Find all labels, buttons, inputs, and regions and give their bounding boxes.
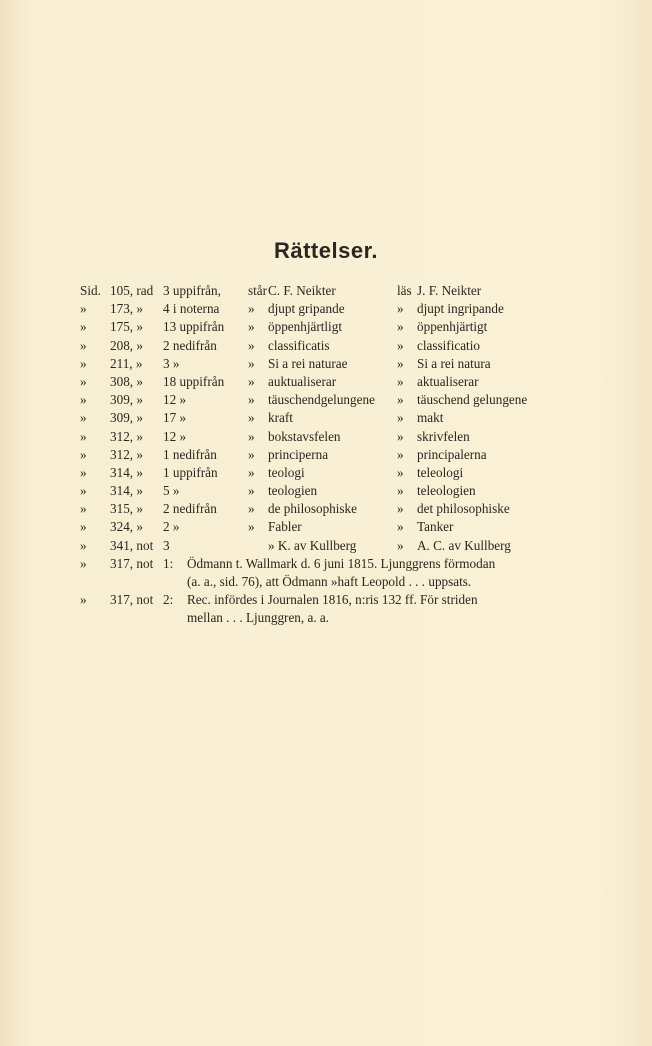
wrong-text: öppenhjärtligt <box>268 319 342 335</box>
note-line: Ödmann t. Wallmark d. 6 juni 1815. Ljunggrens förmodan <box>187 555 496 571</box>
correct-text: J. F. Neikter <box>417 283 482 298</box>
star-marker: » <box>248 483 255 499</box>
star-marker: » <box>248 373 255 389</box>
read-marker: » <box>397 355 404 371</box>
correct-text: teleologien <box>417 483 476 499</box>
line-ref: 3 <box>163 537 170 553</box>
page-ref: 211, » <box>110 355 143 371</box>
star-marker: » <box>248 446 255 462</box>
errata-row <box>0 300 652 318</box>
correct-text: makt <box>417 410 444 426</box>
line-ref: 13 uppifrån <box>163 319 225 335</box>
page-ref: 324, » <box>110 519 143 535</box>
errata-row <box>0 282 652 300</box>
sid-marker: » <box>80 355 87 371</box>
errata-row <box>0 355 652 373</box>
correct-text: Tanker <box>417 519 454 535</box>
page-ref: 105, rad <box>110 283 154 298</box>
sid-marker: » <box>80 428 87 444</box>
read-marker: » <box>397 501 404 517</box>
sid-marker: » <box>80 555 87 571</box>
read-marker: » <box>397 392 404 408</box>
wrong-text: auktualiserar <box>268 373 337 389</box>
read-marker: läs <box>397 283 412 298</box>
line-ref: 2 nedifrån <box>163 501 217 517</box>
star-marker: » <box>248 428 255 444</box>
wrong-text: kraft <box>268 410 293 426</box>
sid-marker: » <box>80 392 87 408</box>
line-ref: 1 uppifrån <box>163 464 218 480</box>
correct-text: principalerna <box>417 446 487 462</box>
line-ref: 5 » <box>163 483 180 499</box>
note-line: mellan . . . Ljunggren, a. a. <box>187 610 330 626</box>
correct-text: aktualiserar <box>417 373 479 389</box>
wrong-text: Si a rei naturae <box>268 355 348 371</box>
page-ref: 308, » <box>110 373 143 389</box>
sid-marker: » <box>80 373 87 389</box>
star-marker: » <box>248 392 255 408</box>
errata-note-row <box>0 591 652 627</box>
wrong-text: djupt gripande <box>268 301 345 317</box>
note-line: Rec. infördes i Journalen 1816, n:ris 132 ff. För striden <box>187 592 478 608</box>
read-marker: » <box>397 519 404 535</box>
errata-note-row <box>0 555 652 591</box>
page-ref: 317, not <box>110 555 154 571</box>
star-marker: » <box>248 337 255 353</box>
errata-row <box>0 373 652 391</box>
line-ref: 12 » <box>163 428 187 444</box>
star-marker: » <box>248 319 255 335</box>
page-ref: 173, » <box>110 301 143 317</box>
line-ref: 2 » <box>163 519 180 535</box>
sid-marker: » <box>80 410 87 426</box>
star-marker: står <box>248 283 268 298</box>
sid-marker: » <box>80 592 87 608</box>
wrong-text: täuschendgelungene <box>268 392 375 408</box>
wrong-text: teologi <box>268 464 305 480</box>
line-ref: 2 nedifrån <box>163 337 217 353</box>
read-marker: » <box>397 446 404 462</box>
errata-row <box>0 446 652 464</box>
line-ref: 4 i noterna <box>163 301 220 317</box>
line-ref: 1: <box>163 555 174 571</box>
correct-text: A. C. av Kullberg <box>417 537 511 553</box>
star-marker: » <box>248 355 255 371</box>
page-ref: 208, » <box>110 337 143 353</box>
correct-text: Si a rei natura <box>417 355 491 371</box>
page-ref: 309, » <box>110 392 143 408</box>
errata-row <box>0 391 652 409</box>
star-marker: » <box>248 501 255 517</box>
read-marker: » <box>397 537 404 553</box>
page-ref: 315, » <box>110 501 143 517</box>
page-ref: 312, » <box>110 446 143 462</box>
page-ref: 341, not <box>110 537 154 553</box>
read-marker: » <box>397 483 404 499</box>
wrong-text: de philosophiske <box>268 501 358 517</box>
read-marker: » <box>397 373 404 389</box>
errata-row <box>0 500 652 518</box>
page-ref: 312, » <box>110 428 143 444</box>
sid-marker: » <box>80 464 87 480</box>
errata-row <box>0 464 652 482</box>
page-ref: 309, » <box>110 410 143 426</box>
errata-row <box>0 428 652 446</box>
errata-row <box>0 537 652 555</box>
read-marker: » <box>397 464 404 480</box>
errata-row <box>0 337 652 355</box>
sid-marker: Sid. <box>80 283 101 298</box>
errata-list <box>0 282 652 628</box>
read-marker: » <box>397 301 404 317</box>
sid-marker: » <box>80 501 87 517</box>
sid-marker: » <box>80 446 87 462</box>
star-marker: » <box>248 301 255 317</box>
correct-text: skrivfelen <box>417 428 470 444</box>
sid-marker: » <box>80 537 87 553</box>
page-ref: 317, not <box>110 592 154 608</box>
star-marker: » <box>248 410 255 426</box>
line-ref: 3 » <box>163 355 180 371</box>
line-ref: 3 uppifrån, <box>163 283 221 298</box>
wrong-text: bokstavsfelen <box>268 428 341 444</box>
star-marker: » <box>248 519 255 535</box>
read-marker: » <box>397 319 404 335</box>
line-ref: 12 » <box>163 392 187 408</box>
line-ref: 2: <box>163 592 174 608</box>
line-ref: 18 uppifrån <box>163 373 225 389</box>
read-marker: » <box>397 428 404 444</box>
correct-text: classificatio <box>417 337 480 353</box>
errata-row <box>0 482 652 500</box>
page-ref: 314, » <box>110 464 143 480</box>
read-marker: » <box>397 337 404 353</box>
read-marker: » <box>397 410 404 426</box>
wrong-text: C. F. Neikter <box>268 283 336 298</box>
sid-marker: » <box>80 319 87 335</box>
note-line: (a. a., sid. 76), att Ödmann »haft Leopold . . . uppsats. <box>187 574 472 589</box>
correct-text: öppenhjärtigt <box>417 319 488 335</box>
sid-marker: » <box>80 337 87 353</box>
sid-marker: » <box>80 519 87 535</box>
wrong-text: classificatis <box>268 337 330 353</box>
errata-row <box>0 318 652 336</box>
sid-marker: » <box>80 483 87 499</box>
line-ref: 1 nedifrån <box>163 446 217 462</box>
sid-marker: » <box>80 301 87 317</box>
correct-text: djupt ingripande <box>417 301 504 317</box>
errata-row <box>0 518 652 536</box>
correct-text: täuschend gelungene <box>417 392 528 408</box>
page-title: Rättelser. <box>273 238 379 263</box>
wrong-text: Fabler <box>268 519 302 535</box>
wrong-text: teologien <box>268 483 318 499</box>
page-ref: 314, » <box>110 483 143 499</box>
errata-row <box>0 409 652 427</box>
star-marker: » <box>248 464 255 480</box>
page-ref: 175, » <box>110 319 143 335</box>
correct-text: teleologi <box>417 464 464 480</box>
line-ref: 17 » <box>163 410 187 426</box>
correct-text: det philosophiske <box>417 501 510 517</box>
wrong-text: » K. av Kullberg <box>268 537 357 553</box>
wrong-text: principerna <box>268 446 329 462</box>
